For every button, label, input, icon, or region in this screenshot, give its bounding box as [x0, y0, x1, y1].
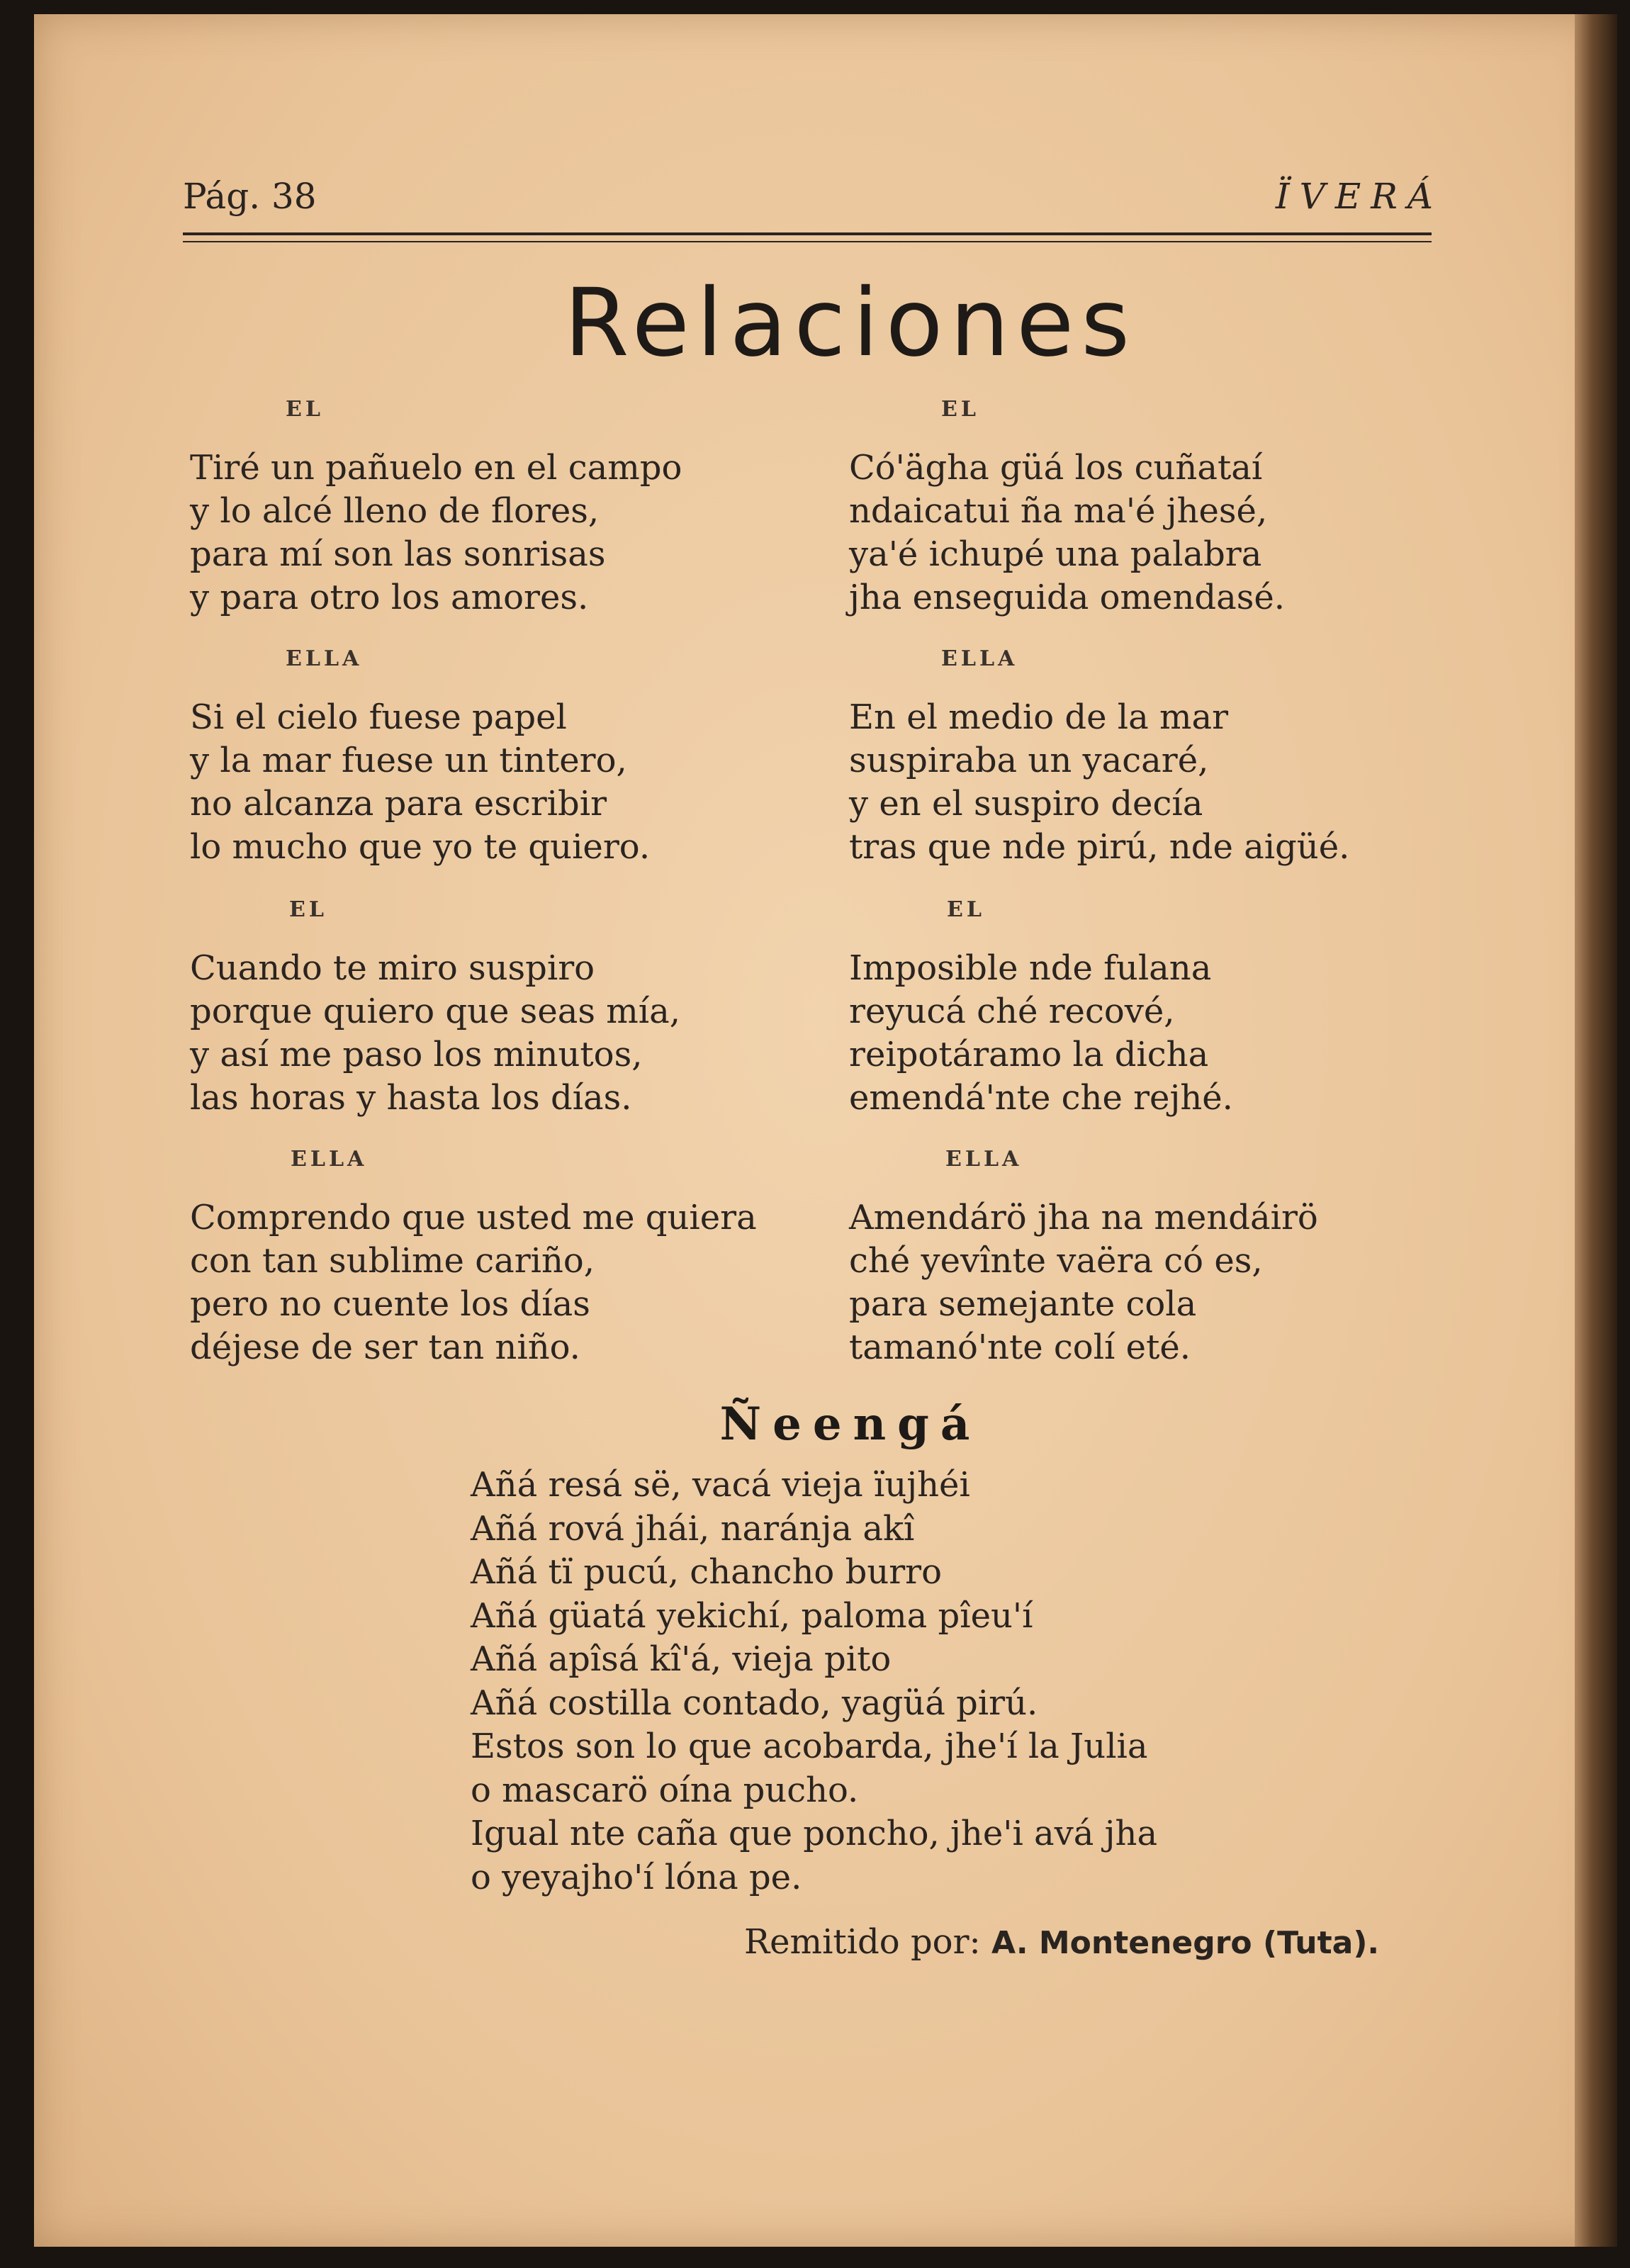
verse-line: reyucá ché recové,: [849, 992, 1175, 1031]
speaker-label: EL: [286, 397, 324, 422]
verse-line: pero no cuente los días: [190, 1284, 590, 1324]
speaker-label: ELLA: [945, 1147, 1023, 1172]
verse-line: emendá'nte che rejhé.: [849, 1078, 1233, 1118]
speaker-label: ELLA: [286, 646, 363, 671]
speaker-label: EL: [941, 397, 979, 422]
verse-line: y en el suspiro decía: [849, 784, 1203, 824]
verse-line: y así me paso los minutos,: [190, 1035, 643, 1074]
verse-line: Añá costilla contado, yagüá pirú.: [471, 1683, 1038, 1723]
poem-title: Ñeengá: [719, 1398, 982, 1451]
verse-line: o mascarö oína pucho.: [471, 1770, 859, 1810]
verse-line: Añá rová jhái, naránja akî: [471, 1508, 915, 1549]
speaker-label: EL: [289, 897, 327, 922]
verse-line: Añá tï pucú, chancho burro: [471, 1552, 943, 1592]
stanza-lines: [849, 1196, 1318, 1369]
verse-line: Amendárö jha na mendáirö: [849, 1198, 1318, 1237]
verse-line: Igual nte caña que poncho, jhe'i avá jha: [471, 1814, 1158, 1853]
speaker-label: EL: [947, 897, 985, 922]
verse-line: Imposible nde fulana: [849, 948, 1212, 988]
verse-line: Añá resá së, vacá vieja ïujhéi: [471, 1465, 970, 1505]
verse-line: Añá güatá yekichí, paloma pîeu'í: [471, 1595, 1033, 1636]
verse-line: Tiré un pañuelo en el campo: [190, 448, 682, 488]
stanza-lines: [190, 947, 680, 1120]
verse-line: tras que nde pirú, nde aigüé.: [849, 827, 1350, 867]
verse-line: ché yevînte vaëra có es,: [849, 1241, 1263, 1281]
verse-line: Añá apîsá kî'á, vieja pito: [471, 1639, 892, 1679]
page-title: Relaciones: [563, 269, 1137, 378]
verse-line: no alcanza para escribir: [190, 784, 607, 824]
page-number: Pág. 38: [183, 176, 317, 217]
verse-line: reipotáramo la dicha: [849, 1035, 1209, 1074]
verse-line: porque quiero que seas mía,: [190, 992, 680, 1031]
verse-line: déjese de ser tan niño.: [190, 1327, 580, 1367]
stanza-lines: [190, 447, 682, 619]
magazine-title: ÏVERÁ: [1275, 176, 1443, 217]
credit-author: A. Montenegro (Tuta).: [991, 1925, 1380, 1961]
stanza-lines: [849, 696, 1349, 869]
verse-line: las horas y hasta los días.: [190, 1078, 632, 1118]
header-rule: [183, 232, 1432, 235]
verse-line: tamanó'nte colí eté.: [849, 1327, 1191, 1367]
stanza-lines: [849, 447, 1285, 619]
verse-line: Có'ägha güá los cuñataí: [849, 448, 1263, 488]
credit-prefix: Remitido por:: [744, 1922, 981, 1962]
stanza-lines: [849, 947, 1233, 1120]
verse-line: Estos son lo que acobarda, jhe'í la Julia: [471, 1727, 1148, 1766]
verse-line: y para otro los amores.: [190, 578, 589, 617]
verse-line: con tan sublime cariño,: [190, 1241, 595, 1281]
verse-line: para mí son las sonrisas: [190, 534, 606, 574]
verse-line: o yeyajho'í lóna pe.: [471, 1857, 802, 1897]
verse-line: y lo alcé lleno de flores,: [190, 491, 600, 531]
book-spine: [1575, 14, 1617, 2247]
stanza-lines: [190, 696, 650, 869]
verse-line: ndaicatui ña ma'é jhesé,: [849, 491, 1268, 531]
credit-line: [744, 1922, 1379, 1962]
verse-line: para semejante cola: [849, 1284, 1197, 1324]
poem-body: [471, 1464, 1157, 1899]
verse-line: Si el cielo fuese papel: [190, 697, 567, 737]
page-header: [183, 176, 1443, 225]
verse-line: Cuando te miro suspiro: [190, 948, 595, 988]
verse-line: lo mucho que yo te quiero.: [190, 827, 651, 867]
verse-line: suspiraba un yacaré,: [849, 741, 1209, 780]
speaker-label: ELLA: [291, 1147, 368, 1172]
verse-line: y la mar fuese un tintero,: [190, 741, 627, 780]
verse-line: En el medio de la mar: [849, 697, 1229, 737]
header-rule-thin: [183, 241, 1432, 242]
verse-line: jha enseguida omendasé.: [849, 578, 1285, 617]
speaker-label: ELLA: [941, 646, 1018, 671]
stanza-lines: [190, 1196, 757, 1369]
verse-line: ya'é ichupé una palabra: [849, 534, 1262, 574]
verse-line: Comprendo que usted me quiera: [190, 1198, 757, 1237]
